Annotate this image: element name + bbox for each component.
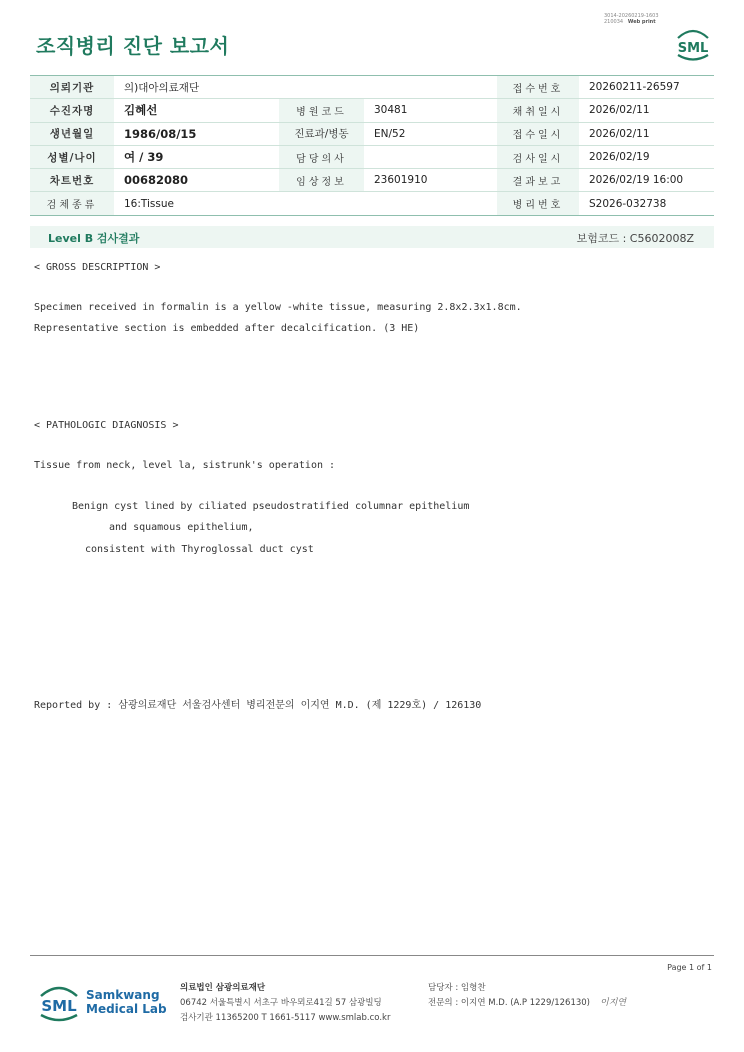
footer-divider (30, 955, 714, 956)
gross-heading: < GROSS DESCRIPTION > (34, 262, 161, 273)
receipt-no-label: 접수번호 (497, 76, 579, 99)
level-result-bar (30, 226, 714, 248)
signature: 이지연 (600, 998, 627, 1008)
footer-specialist: 전문의 : 이지연 M.D. (A.P 1229/126130) (428, 998, 590, 1008)
clinical-info-label: 임상정보 (279, 169, 364, 192)
sex-age-label: 성별/나이 (30, 145, 114, 168)
info-row (30, 145, 714, 168)
result-report-value: 2026/02/19 16:00 (579, 169, 714, 192)
specimen-type-label: 검체종류 (30, 192, 114, 215)
svg-text:SML: SML (41, 997, 77, 1015)
receipt-date-label: 접수일시 (497, 122, 579, 145)
pathology-no-value: S2026-032738 (579, 192, 714, 215)
footer-address: 06742 서울특별시 서초구 바우뫼로41길 57 삼광빌딩 (180, 998, 382, 1008)
diagnosis-line: and squamous epithelium, (109, 522, 254, 533)
lab-name-line1: Samkwang (86, 988, 160, 1002)
dept-label: 진료과/병동 (279, 122, 364, 145)
chart-no-label: 차트번호 (30, 169, 114, 192)
lab-name-line2: Medical Lab (86, 1002, 167, 1016)
patient-name-label: 수진자명 (30, 99, 114, 122)
insurance-code: 보험코드 : C5602008Z (576, 232, 694, 245)
sex-age-value: 여 / 39 (114, 145, 279, 168)
footer-org-name: 의료법인 삼광의료재단 (180, 983, 266, 993)
chart-no-value: 00682080 (114, 169, 279, 192)
level-label: Level B 검사결과 (48, 232, 140, 245)
print-id (604, 13, 659, 25)
requesting-org-value: 의)대아의료재단 (114, 76, 497, 99)
dept-value: EN/52 (364, 122, 497, 145)
hospital-code-value: 30481 (364, 99, 497, 122)
patient-name-value: 김혜선 (114, 99, 279, 122)
sml-logo-icon (36, 982, 82, 1024)
test-date-label: 검사일시 (497, 145, 579, 168)
doctor-label: 담당의사 (279, 145, 364, 168)
print-id-line1: 3014-20260219-1603 (604, 13, 659, 19)
birth-value: 1986/08/15 (114, 122, 279, 145)
sml-logo-icon (672, 26, 714, 62)
gross-line: Representative section is embedded after decalcification. (3 HE) (34, 323, 420, 334)
result-report-label: 결과보고 (497, 169, 579, 192)
test-date-value: 2026/02/19 (579, 145, 714, 168)
pathology-no-label: 병리번호 (497, 192, 579, 215)
footer-org-info (180, 981, 390, 1026)
info-row (30, 76, 714, 99)
patient-info-table (30, 75, 714, 216)
receipt-no-value: 20260211-26597 (579, 76, 714, 99)
diagnosis-line: consistent with Thyroglossal duct cyst (85, 544, 314, 555)
report-title: 조직병리 진단 보고서 (36, 34, 230, 58)
receipt-date-value: 2026/02/11 (579, 122, 714, 145)
doctor-value (364, 145, 497, 168)
footer-staff-info (428, 981, 626, 1011)
info-row (30, 122, 714, 145)
info-row (30, 99, 714, 122)
diagnosis-line: Benign cyst lined by ciliated pseudostratified columnar epithelium (72, 501, 470, 512)
reported-by: Reported by : 삼광의료재단 서울검사센터 병리전문의 이지연 M.D. (제 1229호) / 126130 (34, 700, 482, 711)
footer-contact: 검사기관 11365200 T 1661-5117 www.smlab.co.kr (180, 1013, 391, 1023)
specimen-type-value: 16:Tissue (114, 192, 497, 215)
gross-line: Specimen received in formalin is a yellow -white tissue, measuring 2.8x2.3x1.8cm. (34, 302, 522, 313)
footer-manager: 담당자 : 임형찬 (428, 983, 486, 993)
print-id-line2: 210034 (604, 19, 624, 25)
requesting-org-label: 의뢰기관 (30, 76, 114, 99)
birth-label: 생년월일 (30, 122, 114, 145)
diagnosis-heading: < PATHOLOGIC DIAGNOSIS > (34, 420, 179, 431)
page-number: Page 1 of 1 (667, 963, 712, 972)
svg-text:SML: SML (677, 41, 709, 56)
hospital-code-label: 병원코드 (279, 99, 364, 122)
collection-date-value: 2026/02/11 (579, 99, 714, 122)
diagnosis-line: Tissue from neck, level la, sistrunk's operation : (34, 460, 336, 471)
clinical-info-value: 23601910 (364, 169, 497, 192)
print-mode: Web print (627, 19, 656, 25)
info-row (30, 169, 714, 192)
info-row (30, 192, 714, 215)
collection-date-label: 채취일시 (497, 99, 579, 122)
lab-name (86, 988, 167, 1016)
